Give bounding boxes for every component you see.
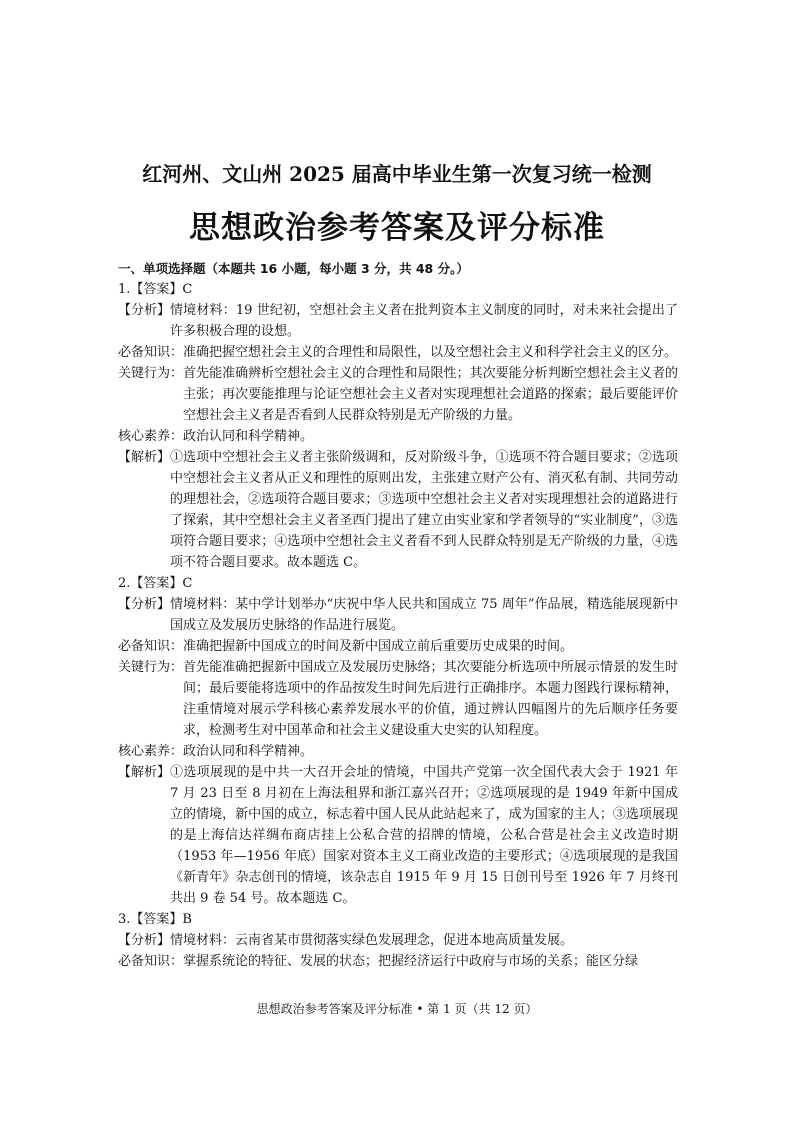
explanation-text: ①选项中空想社会主义者主张阶级调和，反对阶级斗争，①选项不符合题目要求；②选项中空想社会主义者从正义和理性的原则出发，主张建立财产公有、消灭私有制、共同劳动的理想社会，②选项符合题目要求；③选项中空想社会主义者对实现理想社会的道路进行了探索，其中空想社会主义者圣西门提出了建立由实业家和学者领导的“实业制度”，③选项符合题目要求；④选项中空想社会主义者看不到人民群众特别是无产阶级的力量，④选项不符合题目要求。故本题选 C。 [170,450,678,570]
analysis-text: 情境材料：云南省某市贯彻落实绿色发展理念，促进本地高质量发展。 [170,933,574,948]
behavior-label: 关键行为： [118,366,184,381]
analysis-text: 情境材料：19 世纪初，空想社会主义者在批判资本主义制度的同时，对未来社会提出了许多积极合理的设想。 [170,303,678,339]
exam-title: 红河州、文山州 2025 届高中毕业生第一次复习统一检测 [142,162,652,186]
knowledge-label: 必备知识： [118,345,184,360]
behavior-label: 关键行为： [118,660,184,675]
behavior-block [118,657,678,741]
analysis-label: 【分析】 [118,933,171,948]
literacy-label: 核心素养： [118,429,184,444]
knowledge-text: 准确把握新中国成立的时间及新中国成立前后重要历史成果的时间。 [183,639,574,654]
answer-content [118,258,678,972]
analysis-label: 【分析】 [118,597,171,612]
analysis-label: 【分析】 [118,303,171,318]
knowledge-text: 准确把握空想社会主义的合理性和局限性，以及空想社会主义和科学社会主义的区分。 [183,345,678,360]
literacy-text: 政治认同和科学精神。 [183,429,314,444]
knowledge-block [118,636,678,657]
knowledge-label: 必备知识： [118,954,184,969]
literacy-block [118,741,678,762]
explanation-text: ①选项展现的是中共一大召开会址的情境，中国共产党第一次全国代表大会于 1921 年 7 月 23 日至 8 月初在上海法租界和浙江嘉兴召开；②选项展现的是 1949 年新中国成立的情境，新中国的成立，标志着中国人民从此站起来了，成为国家的主人；③选项展现的是上海信达祥绸布商店挂上公私合营的招牌的情境，公私合营是社会主义改造时期（1953 年—1956 年底）国家对资本主义工商业改造的主要形式；④选项展现的是我国《新青年》杂志创刊的情境，该杂志自 1915 年 9 月 15 日创刊号至 1926 年 7 月终刊共出 9 卷 54 号。故本题选 C。 [170,765,678,906]
knowledge-block [118,342,678,363]
explanation-block [118,447,678,573]
knowledge-label: 必备知识： [118,639,184,654]
literacy-block [118,426,678,447]
answer-line: 2.【答案】C [118,576,193,591]
knowledge-block [118,951,678,972]
behavior-block [118,363,678,426]
explanation-label: 【解析】 [118,765,171,780]
analysis-block [118,594,678,636]
analysis-block [118,300,678,342]
page-footer: 思想政治参考答案及评分标准 • 第 1 页（共 12 页） [256,1002,538,1016]
answer-line: 1.【答案】C [118,282,193,297]
literacy-text: 政治认同和科学精神。 [183,744,314,759]
behavior-text: 首先能准确辨析空想社会主义的合理性和局限性；其次要能分析判断空想社会主义者的主张；再次要能推理与论证空想社会主义者对实现理想社会道路的探索；最后要能评价空想社会主义者是否看到人民群众特别是无产阶级的力量。 [183,366,678,423]
answer-line: 3.【答案】B [118,912,192,927]
explanation-block [118,762,678,909]
literacy-label: 核心素养： [118,744,184,759]
behavior-text: 首先能准确把握新中国成立及发展历史脉络；其次要能分析选项中所展示情景的发生时间；最后要能将选项中的作品按发生时间先后进行正确排序。本题力图践行课标精神，注重情境对展示学科核心素养发展水平的价值，通过辨认四幅图片的先后顺序任务要求，检测考生对中国革命和社会主义建设重大史实的认知程度。 [183,660,678,738]
analysis-text: 情境材料：某中学计划举办“庆祝中华人民共和国成立 75 周年”作品展，精选能展现新中国成立及发展历史脉络的作品进行展览。 [170,597,678,633]
section-heading: 一、单项选择题（本题共 16 小题，每小题 3 分，共 48 分。） [118,261,469,276]
knowledge-text: 掌握系统论的特征、发展的状态；把握经济运行中政府与市场的关系；能区分绿 [183,954,639,969]
explanation-label: 【解析】 [118,450,171,465]
document-title: 思想政治参考答案及评分标准 [189,210,605,246]
analysis-block [118,930,678,951]
